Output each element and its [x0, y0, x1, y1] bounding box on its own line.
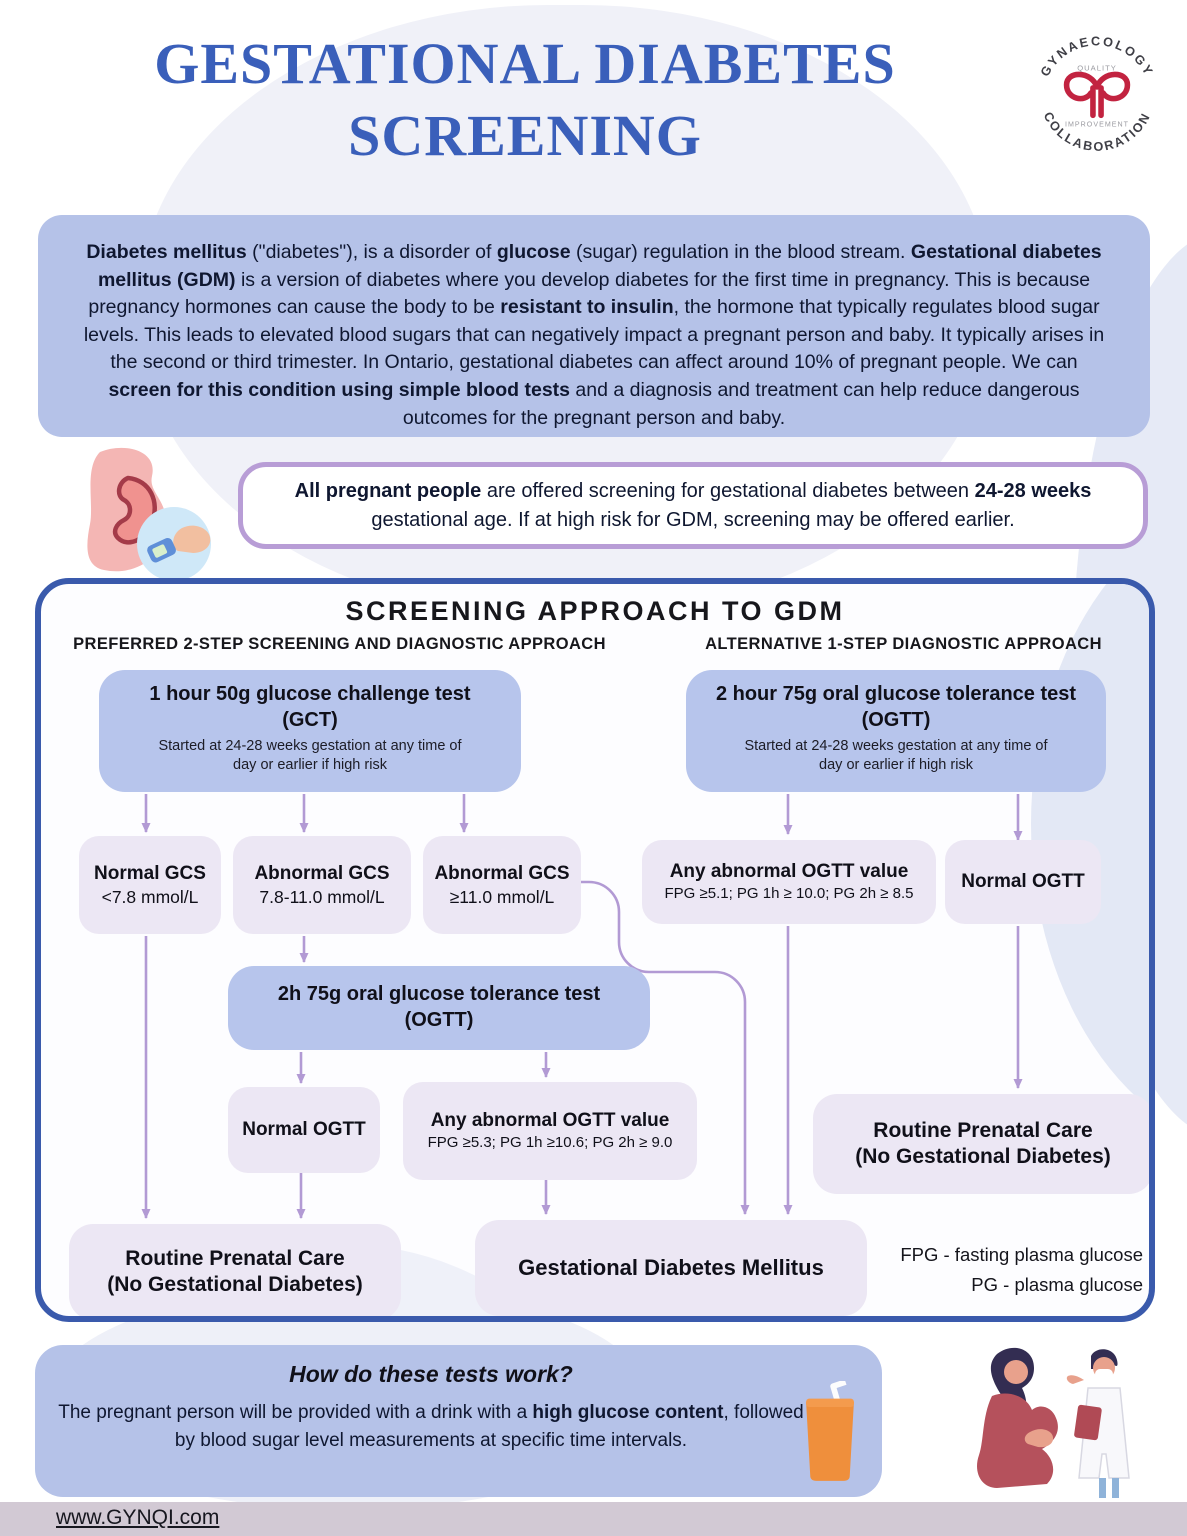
ogtt-2step-subtitle: (OGTT): [404, 1009, 474, 1031]
page-title-line2: SCREENING: [348, 103, 702, 168]
abnormal-ogtt-right-value: FPG ≥5.1; PG 1h ≥ 10.0; PG 2h ≥ 8.5: [664, 885, 914, 902]
gct-test-box: [99, 670, 521, 792]
abnormal-ogtt-left-title: Any abnormal OGTT value: [430, 1110, 670, 1131]
abnormal-ogtt-left-box: [403, 1082, 697, 1180]
abnormal-gcs-mid-value: 7.8-11.0 mmol/L: [259, 886, 385, 907]
page-title-line1: GESTATIONAL DIABETES: [154, 31, 896, 96]
flowchart-title: SCREENING APPROACH TO GDM: [345, 596, 845, 626]
page-title: [40, 28, 1010, 172]
ogtt-2step-test-box: [228, 966, 650, 1050]
ogtt-alternative-test-box: [686, 670, 1106, 792]
logo-improvement-text: IMPROVEMENT: [1065, 120, 1129, 129]
how-tests-work-text: The pregnant person will be provided with a drink with a high glucose content, followed by blood sugar level measurements at specific time intervals.: [58, 1402, 804, 1451]
logo-arc-top-text: GYNAECOLOGY: [1037, 34, 1157, 79]
routine-right-line2: (No Gestational Diabetes): [855, 1145, 1111, 1168]
ogtt-2step-title: 2h 75g oral glucose tolerance test: [277, 983, 601, 1005]
ogtt-alt-title: 2 hour 75g oral glucose tolerance test: [715, 683, 1077, 705]
normal-ogtt-right-box: [945, 840, 1101, 924]
abnormal-gcs-high-box: [423, 836, 581, 934]
svg-text:COLLABORATION: [1041, 110, 1154, 154]
routine-left-box: [69, 1224, 401, 1320]
abnormal-gcs-mid-title: Abnormal GCS: [254, 862, 390, 884]
website-link[interactable]: www.GYNQI.com: [56, 1506, 220, 1529]
abnormal-ogtt-left-value: FPG ≥5.3; PG 1h ≥10.6; PG 2h ≥ 9.0: [427, 1134, 673, 1151]
legend-fpg: FPG - fasting plasma glucose: [900, 1244, 1143, 1265]
logo-arc-bottom-text: COLLABORATION: [1040, 109, 1154, 154]
routine-right-line1: Routine Prenatal Care: [873, 1119, 1093, 1142]
normal-gcs-box: [79, 836, 221, 934]
abnormal-ogtt-right-box: [642, 840, 936, 924]
gct-title: 1 hour 50g glucose challenge test: [149, 683, 471, 705]
routine-left-line1: Routine Prenatal Care: [125, 1247, 345, 1270]
abnormal-ogtt-right-title: Any abnormal OGTT value: [669, 861, 909, 882]
normal-ogtt-left-title: Normal OGTT: [242, 1119, 366, 1140]
routine-right-box: [813, 1094, 1153, 1194]
abnormal-gcs-high-value: ≥11.0 mmol/L: [449, 886, 555, 907]
gynaecology-quality-improvement-collaboration-logo: [1026, 24, 1168, 166]
normal-gcs-value: <7.8 mmol/L: [101, 886, 199, 907]
gct-note: Started at 24-28 weeks gestation at any time of day or earlier if high risk: [158, 738, 462, 773]
abbreviation-legend: [851, 1240, 1143, 1300]
one-step-column-header: ALTERNATIVE 1-STEP DIAGNOSTIC APPROACH: [705, 635, 1102, 653]
screening-offer-text: All pregnant people are offered screening for gestational diabetes between 24-28 weeks gestational age. If at high risk for GDM, screening may be offered earlier.: [294, 479, 1092, 531]
how-tests-work-title: How do these tests work?: [289, 1361, 573, 1387]
screening-approach-flowchart: [35, 578, 1155, 1322]
legend-pg: PG - plasma glucose: [971, 1274, 1143, 1295]
ogtt-alt-note: Started at 24-28 weeks gestation at any time of day or earlier if high risk: [744, 738, 1048, 773]
normal-ogtt-left-box: [228, 1087, 380, 1173]
logo-quality-text: QUALITY: [1077, 63, 1117, 73]
glucose-drink-icon: [797, 1381, 863, 1485]
gdm-result-box: [475, 1220, 867, 1316]
gdm-title: Gestational Diabetes Mellitus: [518, 1255, 824, 1280]
doctor-patient-illustration: [952, 1336, 1172, 1504]
pregnancy-glucose-test-icon: [66, 446, 218, 584]
abnormal-gcs-high-title: Abnormal GCS: [434, 862, 570, 884]
intro-paragraph: Diabetes mellitus ("diabetes"), is a disorder of glucose (sugar) regulation in the blood stream. Gestational diabetes mellitus (GDM) is a version of diabetes where you develop diabetes for the first time in pregnancy. This is because pregnancy hormones can cause the body to be resistant to insulin, the hormone that typically regulates blood sugar levels. This leads to elevated blood sugars that can negatively impact a pregnant person and baby. It typically arises in the second or third trimester. In Ontario, gestational diabetes can affect around 10% of pregnant people. We can screen for this condition using simple blood tests and a diagnosis and treatment can help reduce dangerous outcomes for the pregnant person and baby.: [38, 215, 1150, 437]
how-tests-work-panel: [35, 1345, 882, 1497]
gct-subtitle: (GCT): [282, 709, 338, 731]
screening-offer-callout: [238, 462, 1148, 549]
routine-left-line2: (No Gestational Diabetes): [107, 1273, 363, 1296]
abnormal-gcs-mid-box: [233, 836, 411, 934]
ogtt-alt-subtitle: (OGTT): [861, 709, 931, 731]
two-step-column-header: PREFERRED 2-STEP SCREENING AND DIAGNOSTIC APPROACH: [73, 635, 606, 653]
uterus-icon: [1067, 74, 1128, 115]
normal-ogtt-right-title: Normal OGTT: [961, 871, 1085, 892]
footer-bar: [0, 1502, 1187, 1536]
normal-gcs-title: Normal GCS: [94, 862, 206, 884]
